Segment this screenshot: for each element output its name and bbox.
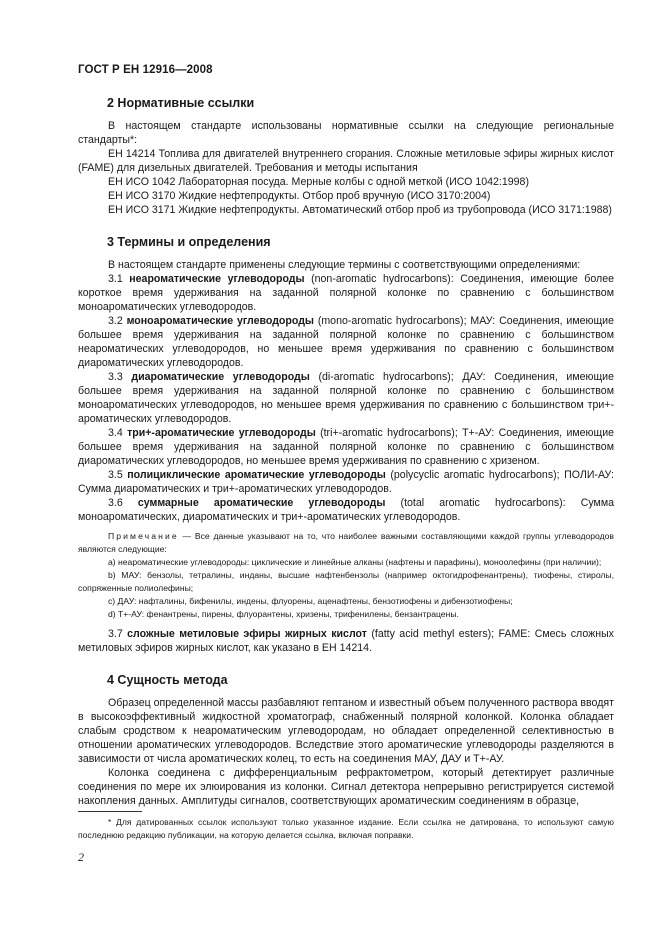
term-definition: (total aromatic hydrocarbons): Сумма моноароматических, диароматических и три+-ароматических углеводородов. bbox=[78, 497, 614, 523]
term-definition: (di-aromatic hydrocarbons); ДАУ: Соединения, имеющие большее время удерживания на заданной полярной колонке по сравнению с большинством моноароматических углеводородов, но меньшее время удерживания по сравнению с большинством три+-ароматических углеводородов. bbox=[78, 371, 614, 425]
term-name: полициклические ароматические углеводороды bbox=[127, 469, 386, 481]
term-definition: (mono-aromatic hydrocarbons); МАУ: Соединения, имеющие большее время удерживания на заданной полярной колонке по сравнению с большинством неароматических углеводородов, но меньшее время удерживания по сравнению с большинством диароматических углеводородов. bbox=[78, 315, 614, 369]
section-3-heading: 3 Термины и определения bbox=[107, 235, 271, 249]
term-number: 3.2 bbox=[108, 315, 127, 327]
term-number: 3.3 bbox=[108, 371, 132, 383]
term-definition: (polycyclic aromatic hydrocarbons); ПОЛИ-АУ: Сумма диароматических и три+-ароматических углеводородов. bbox=[78, 469, 614, 495]
footnote-divider bbox=[78, 811, 142, 812]
note-item-c: с) ДАУ: нафталины, бифенилы, индены, флуорены, аценафтены, бензотиофены и дибензотиофены; bbox=[108, 596, 513, 606]
term-name: моноароматические углеводороды bbox=[126, 315, 314, 327]
term-3-2 bbox=[78, 314, 614, 370]
term-name: суммарные ароматические углеводороды bbox=[137, 497, 386, 509]
s3-intro: В настоящем стандарте применены следующие термины с соответствующими определениями: bbox=[108, 259, 581, 271]
term-number: 3.4 bbox=[108, 427, 128, 439]
term-3-6 bbox=[78, 496, 614, 524]
note-intro bbox=[78, 530, 614, 556]
s2-ref-iso3170: ЕН ИСО 3170 Жидкие нефтепродукты. Отбор проб вручную (ИСО 3170:2004) bbox=[108, 190, 491, 202]
s2-ref-iso1042: ЕН ИСО 1042 Лабораторная посуда. Мерные колбы с одной меткой (ИСО 1042:1998) bbox=[108, 176, 529, 188]
standard-header: ГОСТ Р ЕН 12916—2008 bbox=[78, 64, 213, 76]
term-3-4 bbox=[78, 426, 614, 468]
term-name: диароматические углеводороды bbox=[131, 371, 310, 383]
term-number: 3.5 bbox=[108, 469, 128, 481]
term-3-5 bbox=[78, 468, 614, 496]
note-label: Примечание bbox=[108, 531, 179, 541]
note-item-a: а) неароматические углеводороды: циклические и линейные алканы (нафтены и парафины), моноолефины (при наличии); bbox=[108, 557, 602, 567]
term-name: неароматические углеводороды bbox=[129, 273, 305, 285]
term-3-1 bbox=[78, 272, 614, 314]
s2-ref-iso3171: ЕН ИСО 3171 Жидкие нефтепродукты. Автоматический отбор проб из трубопровода (ИСО 3171:1988) bbox=[108, 204, 612, 216]
term-number: 3.1 bbox=[108, 273, 130, 285]
note-item-d: d) Т+-АУ: фенантрены, пирены, флуорантены, хризены, трифенилены, бензантрацены. bbox=[108, 609, 459, 619]
footnote bbox=[78, 816, 614, 842]
s4-paragraph-2: Колонка соединена с дифференциальным рефрактометром, который детектирует различные соединения по мере их элюирования из колонки. Сигнал детектора непрерывно регистрируется системой накопления данных. Амплитуды сигналов, соответствующих ароматическим соединениям в образце, bbox=[78, 767, 614, 807]
term-name: сложные метиловые эфиры жирных кислот bbox=[127, 628, 367, 640]
term-3-7 bbox=[78, 627, 614, 655]
term-3-3 bbox=[78, 370, 614, 426]
s4-paragraph-1: Образец определенной массы разбавляют гептаном и известный объем полученного раствора вводят в высокоэффективный жидкостной хроматограф, снабженный полярной колонкой. Колонка обладает слабым сродством к неароматическим углеводородам, но обладает определенной селективностью в отношении ароматических углеводородов. Вследствие этого ароматические углеводороды разделяются в зависимости от числа ароматических колец, то есть на соединения МАУ, ДАУ и Т+-АУ. bbox=[78, 697, 614, 765]
term-number: 3.6 bbox=[108, 497, 138, 509]
note-item-b: b) МАУ: бензолы, тетралины, инданы, высшие нафтенбензолы (например октогидрофенантрены), тиофены, стиролы, сопряженные полиолефины; bbox=[78, 570, 614, 593]
term-definition: (tri+-aromatic hydrocarbons); Т+-АУ: Соединения, имеющие большее время удерживания на заданной полярной колонке по сравнению с большинством диароматических углеводородов, но меньшее время удерживания по сравнению с хризеном. bbox=[78, 427, 615, 467]
note-text: — Все данные указывают на то, что наиболее важными составляющими каждой группы углеводородов являются следующие: bbox=[78, 531, 614, 554]
term-definition: (fatty acid methyl esters); FAME: Смесь сложных метиловых эфиров жирных кислот, как указано в ЕН 14214. bbox=[78, 628, 614, 654]
term-number: 3.7 bbox=[108, 628, 128, 640]
section-4-heading: 4 Сущность метода bbox=[107, 673, 228, 687]
s2-intro: В настоящем стандарте использованы нормативные ссылки на следующие региональные стандарты*: bbox=[78, 120, 614, 146]
section-2-heading: 2 Нормативные ссылки bbox=[107, 96, 255, 110]
term-name: три+-ароматические углеводороды bbox=[127, 427, 316, 439]
page-number: 2 bbox=[78, 850, 84, 864]
footnote-text: * Для датированных ссылок используют только указанное издание. Если ссылка не датирована, то используют самую последнюю редакцию публикации, на которую делается ссылка, включая поправки. bbox=[78, 817, 614, 840]
s2-ref-en14214: ЕН 14214 Топлива для двигателей внутреннего сгорания. Сложные метиловые эфиры жирных кислот (FAME) для дизельных двигателей. Требования и методы испытания bbox=[78, 148, 614, 174]
term-definition: (non-aromatic hydrocarbons): Соединения, имеющие более короткое время удерживания на заданной полярной колонке по сравнению с большинством моноароматических углеводородов. bbox=[78, 273, 614, 313]
page-content bbox=[78, 96, 614, 808]
